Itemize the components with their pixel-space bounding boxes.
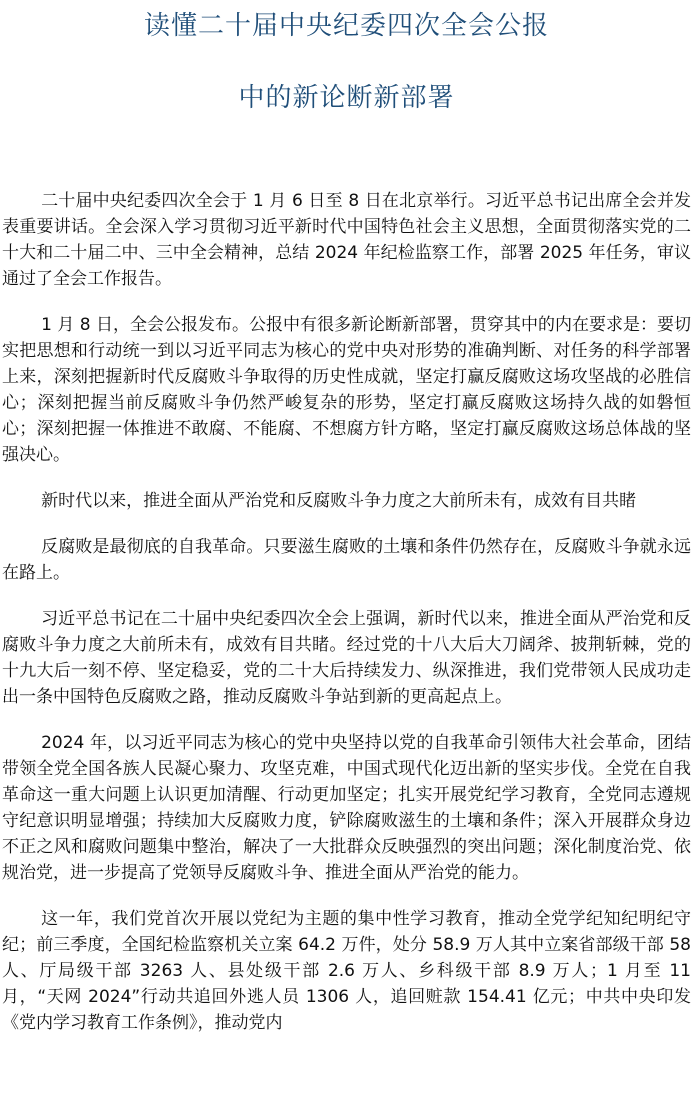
article-title-line-2: 中的新论断新部署 [238,83,455,113]
paragraph: 2024 年，以习近平同志为核心的党中央坚持以党的自我革命引领伟大社会革命，团结带领全党全国各族人民凝心聚力、攻坚克难，中国式现代化迈出新的坚实步伐。全党在自我革命这一重大问题上认识更加清醒、行动更加坚定；扎实开展党纪学习教育，全党同志遵规守纪意识明显增强；持续加大反腐败力度，铲除腐败滋生的土壤和条件；深入开展群众身边不正之风和腐败问题集中整治，解决了一大批群众反映强烈的突出问题；深化制度治党、依规治党，进一步提高了党领导反腐败斗争、推进全面从严治党的能力。 [2,733,691,883]
paragraph: 反腐败是最彻底的自我革命。只要滋生腐败的土壤和条件仍然存在，反腐败斗争就永远在路上。 [2,537,691,583]
paragraph: 这一年，我们党首次开展以党纪为主题的集中性学习教育，推动全党学纪知纪明纪守纪；前三季度，全国纪检监察机关立案 64.2 万件，处分 58.9 万人其中立案省部级干部 58 人、厅局级干部 3263 人、县处级干部 2.6 万人、乡科级干部 8.9 万人；1 月至 11 月，“天网 2024”行动共追回外逃人员 1306 人，追回赃款 154.41 亿元；中共中央印发《党内学习教育工作条例》，推动党内 [2,909,691,1033]
paragraph: 习近平总书记在二十届中央纪委四次全会上强调，新时代以来，推进全面从严治党和反腐败斗争力度之大前所未有，成效有目共睹。经过党的十八大后大刀阔斧、披荆斩棘，党的十九大后一刻不停、坚定稳妥，党的二十大后持续发力、纵深推进，我们党带领人民成功走出一条中国特色反腐败之路，推动反腐败斗争站到新的更高起点上。 [2,609,691,707]
article-title [0,8,693,116]
article-title-line-1: 读懂二十届中央纪委四次全会公报 [143,11,549,41]
article-body [2,188,691,1056]
paragraph: 二十届中央纪委四次全会于 1 月 6 日至 8 日在北京举行。习近平总书记出席全会并发表重要讲话。全会深入学习贯彻习近平新时代中国特色社会主义思想，全面贯彻落实党的二十大和二十届二中、三中全会精神，总结 2024 年纪检监察工作，部署 2025 年任务，审议通过了全会工作报告。 [2,191,691,289]
section-heading: 新时代以来，推进全面从严治党和反腐败斗争力度之大前所未有，成效有目共睹 [41,491,637,511]
paragraph: 1 月 8 日，全会公报发布。公报中有很多新论断新部署，贯穿其中的内在要求是：要切实把思想和行动统一到以习近平同志为核心的党中央对形势的准确判断、对任务的科学部署上来，深刻把握新时代反腐败斗争取得的历史性成就，坚定打赢反腐败这场攻坚战的必胜信心；深刻把握当前反腐败斗争仍然严峻复杂的形势，坚定打赢反腐败这场持久战的如磐恒心；深刻把握一体推进不敢腐、不能腐、不想腐方针方略，坚定打赢反腐败这场总体战的坚强决心。 [2,315,691,465]
